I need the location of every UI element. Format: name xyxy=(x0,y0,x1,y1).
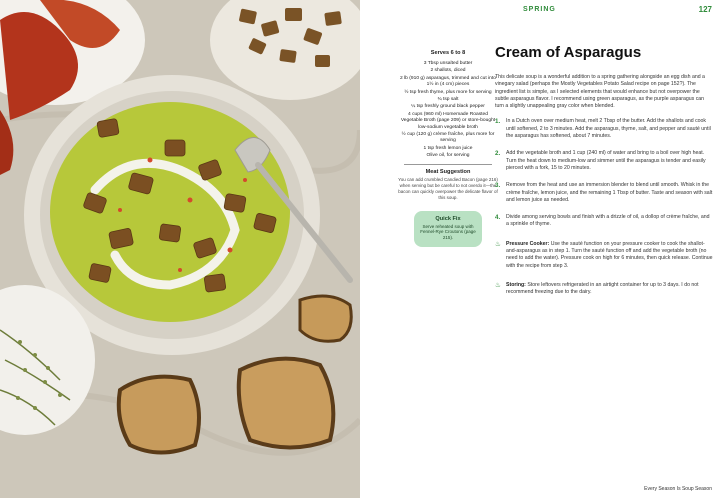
recipe-intro: This delicate soup is a wonderful addition to a spring gathering alongside an egg dish and a vinegary salad (perhaps the Mostly Vegetables Potato Salad recipe on page 152?). The ingredient list is simple, as I selected elements that would enhance but not overpower the subtle asparagus flavor. I recommend using green asparagus, as the purple asparagus can turn a slightly unappealing gray color when blended. xyxy=(495,74,705,110)
recipe-title: Cream of Asparagus xyxy=(495,44,642,61)
ingredient-item: 1 tsp fresh lemon juice xyxy=(423,145,473,151)
running-footer: Every Season Is Soup Season xyxy=(644,486,712,492)
ingredient-item: ¼ tsp freshly ground black pepper xyxy=(411,104,485,110)
quick-fix-box xyxy=(414,211,482,247)
step-number: 4. xyxy=(495,214,501,222)
method-steps xyxy=(495,118,713,228)
ingredient-item: ½ cup (120 g) crème fraîche, plus more for serving xyxy=(401,132,495,144)
step-number: 1. xyxy=(495,118,501,126)
recipe-body xyxy=(495,44,713,297)
step-number: 3. xyxy=(495,182,501,190)
ingredient-item: 4 cups (960 ml) Homemade Roasted Vegetable Broth (page 209) or store-bought low-sodium vegetable broth xyxy=(400,111,496,130)
pressure-cooker-tip xyxy=(495,241,713,270)
ingredient-item: 2 shallots, diced xyxy=(430,68,466,74)
step-text: Add the vegetable broth and 1 cup (240 ml) of water and bring to a boil over high heat. Turn the heat down to medium-low and simmer until the asparagus is tender and easily pierced with a fork, 15 to 20 minutes. xyxy=(506,150,706,171)
step-text: In a Dutch oven over medium heat, melt 2 Tbsp of the butter. Add the shallots and cook until softened, 2 to 3 minutes. Add the asparagus, thyme, salt, and pepper and sauté until the asparagus has softened, about 7 minutes. xyxy=(506,118,711,140)
step-text: Divide among serving bowls and finish with a drizzle of oil, a dollop of crème fraîche, and a sprinkle of thyme. xyxy=(506,214,710,228)
divider xyxy=(404,164,492,165)
method-step xyxy=(495,118,713,140)
bread-slice xyxy=(119,377,199,453)
ingredient-item: Olive oil, for serving xyxy=(426,153,470,159)
bread-slice xyxy=(239,359,334,448)
ingredient-item: 3 Tbsp unsalted butter xyxy=(423,61,473,66)
storing-tip xyxy=(495,282,713,297)
tip-label: Storing: xyxy=(506,281,526,288)
recipe-page xyxy=(360,0,720,498)
ingredient-item: ¾ tsp salt xyxy=(437,97,459,103)
meat-suggestion-text: You can add crumbled Candied Bacon (page 216) when serving but be careful to not overdo it—the bacon can quickly overpower the delicate flavor of this soup. xyxy=(398,176,498,200)
bread-slice xyxy=(300,296,351,341)
ingredient-item: 2 lb (910 g) asparagus, trimmed and cut into 1½ in (4 cm) pieces xyxy=(400,75,496,88)
method-step xyxy=(495,214,713,229)
serves-label: Serves 6 to 8 xyxy=(430,50,466,56)
tip-text: Store leftovers refrigerated in an airtight container for up to 3 days. I do not recommend freezing due to the dairy. xyxy=(506,281,699,296)
step-number: 2. xyxy=(495,150,501,158)
quick-fix-text: Serve reheated soup with Fennel-Rye Croutons (page 215). xyxy=(420,223,476,241)
method-step xyxy=(495,182,713,204)
meat-suggestion-title: Meat Suggestion xyxy=(425,168,471,175)
storage-icon: ♨ xyxy=(495,281,501,289)
tip-label: Pressure Cooker: xyxy=(506,240,550,247)
method-step xyxy=(495,150,713,172)
ingredient-item: ½ tsp fresh thyme, plus more for serving xyxy=(404,89,492,95)
ingredient-list xyxy=(398,61,498,160)
tip-text: Use the sauté function on your pressure cooker to cook the shallot-and-asparagus as in step 1. Turn the sauté function off and add the vegetable broth (no need to add the water). Pressure cook on high for 6 minutes, then quick release. Continue with the recipe from step 3. xyxy=(506,240,713,269)
quick-fix-title: Quick Fix xyxy=(435,215,461,222)
pot-icon: ♨ xyxy=(495,240,501,248)
ingredients-sidebar xyxy=(398,50,498,247)
section-label: SPRING xyxy=(523,6,556,13)
page-number: 127 xyxy=(698,5,712,14)
step-text: Remove from the heat and use an immersion blender to blend until smooth. Whisk in the crème fraîche, lemon juice, and the remaining 1 Tbsp of butter. Taste and season with salt and lemon juice as needed. xyxy=(506,182,713,203)
